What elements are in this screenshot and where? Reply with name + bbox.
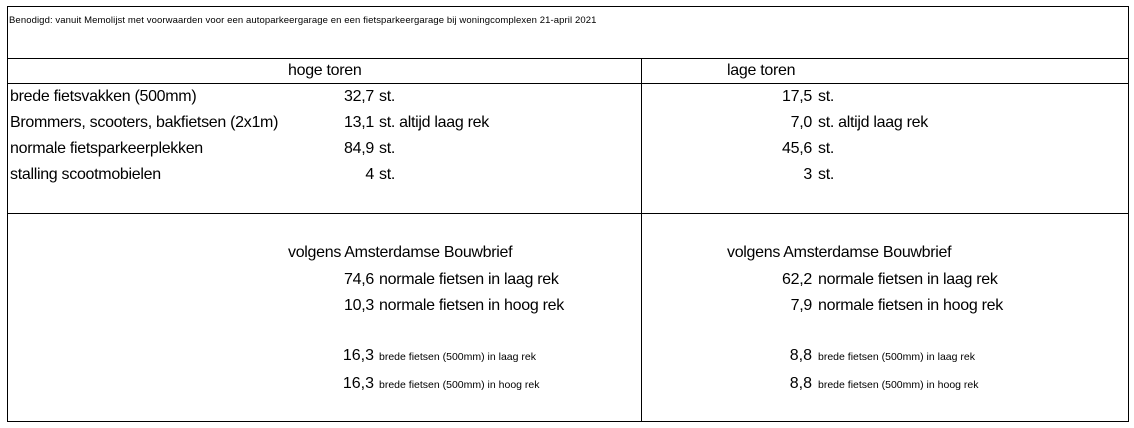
hoge-value: 84,9 xyxy=(344,140,374,157)
bouwbrief-text: normale fietsen in laag rek xyxy=(818,271,998,288)
bouwbrief-heading-lage: volgens Amsterdamse Bouwbrief xyxy=(727,244,952,261)
border-left xyxy=(7,6,8,422)
bouwbrief-small-value: 8,8 xyxy=(789,375,812,392)
border-top xyxy=(7,6,1129,7)
hoge-value: 13,1 xyxy=(344,114,374,131)
header-hoge-toren: hoge toren xyxy=(288,62,362,79)
bouwbrief-heading-hoge: volgens Amsterdamse Bouwbrief xyxy=(288,244,513,261)
hoge-value: 32,7 xyxy=(344,88,374,105)
bouwbrief-small-text: brede fietsen (500mm) in hoog rek xyxy=(379,379,540,391)
lage-value: 45,6 xyxy=(782,140,812,157)
lage-value: 17,5 xyxy=(782,88,812,105)
divider-middle xyxy=(7,213,1129,214)
row-label: Brommers, scooters, bakfietsen (2x1m) xyxy=(10,114,279,131)
hoge-value: 4 xyxy=(365,166,374,183)
bouwbrief-value: 62,2 xyxy=(782,271,812,288)
lage-unit: st. altijd laag rek xyxy=(818,114,928,131)
lage-value: 3 xyxy=(803,166,812,183)
row-label: brede fietsvakken (500mm) xyxy=(10,88,197,105)
row-label: normale fietsparkeerplekken xyxy=(10,140,203,157)
divider-under-title xyxy=(7,58,1129,59)
bouwbrief-value: 74,6 xyxy=(344,271,374,288)
border-right xyxy=(1128,6,1129,422)
lage-unit: st. xyxy=(818,88,834,105)
bouwbrief-small-text: brede fietsen (500mm) in hoog rek xyxy=(818,379,979,391)
bouwbrief-small-text: brede fietsen (500mm) in laag rek xyxy=(818,351,975,363)
divider-under-headers xyxy=(7,83,1129,84)
bouwbrief-small-text: brede fietsen (500mm) in laag rek xyxy=(379,351,536,363)
hoge-unit: st. xyxy=(379,166,395,183)
bouwbrief-value: 10,3 xyxy=(344,297,374,314)
bouwbrief-value: 7,9 xyxy=(790,297,812,314)
header-lage-toren: lage toren xyxy=(727,62,796,79)
bouwbrief-small-value: 16,3 xyxy=(342,347,374,364)
lage-value: 7,0 xyxy=(790,114,812,131)
bouwbrief-small-value: 16,3 xyxy=(342,375,374,392)
bouwbrief-text: normale fietsen in laag rek xyxy=(379,271,559,288)
row-label: stalling scootmobielen xyxy=(10,166,161,183)
hoge-unit: st. xyxy=(379,88,395,105)
bouwbrief-text: normale fietsen in hoog rek xyxy=(379,297,564,314)
bouwbrief-text: normale fietsen in hoog rek xyxy=(818,297,1003,314)
document-title: Benodigd: vanuit Memolijst met voorwaarden voor een autoparkeergarage en een fietsparkeergarage bij woningcomplexen 21-april 2021 xyxy=(9,15,597,26)
lage-unit: st. xyxy=(818,166,834,183)
hoge-unit: st. xyxy=(379,140,395,157)
border-bottom xyxy=(7,421,1129,422)
lage-unit: st. xyxy=(818,140,834,157)
column-divider xyxy=(641,58,642,422)
bouwbrief-small-value: 8,8 xyxy=(789,347,812,364)
hoge-unit: st. altijd laag rek xyxy=(379,114,489,131)
